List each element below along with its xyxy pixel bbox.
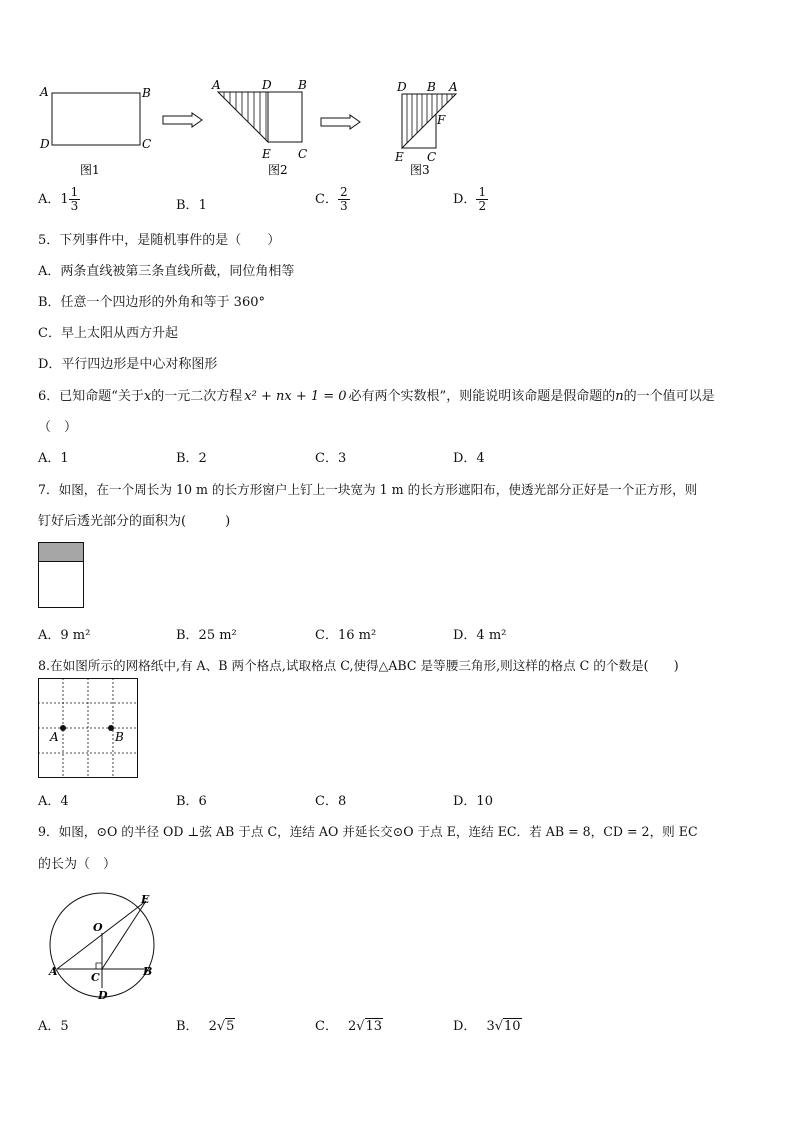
q7-option-c[interactable]: C．16 m²	[315, 628, 377, 643]
option-prefix: A．	[38, 192, 61, 207]
option-prefix: B．	[176, 198, 199, 213]
circle-label-a: A	[49, 965, 58, 978]
q5-option-a[interactable]: A．两条直线被第三条直线所截，同位角相等	[38, 264, 295, 279]
fig2-label-b: B	[298, 78, 307, 92]
radicand: 13	[365, 1019, 383, 1034]
fraction-denominator: 3	[339, 199, 348, 213]
q9-option-d[interactable]	[453, 1015, 522, 1034]
option-prefix: C．	[315, 1019, 338, 1034]
fig2-caption: 图2	[268, 163, 288, 177]
fig2-label-a: A	[212, 78, 221, 92]
fig3-caption: 图3	[410, 163, 430, 177]
option-value: 1	[198, 198, 207, 213]
mixed-number-whole: 1	[60, 192, 69, 207]
q5-stem: 5．下列事件中，是随机事件的是（ ）	[38, 233, 281, 248]
q7-stem-line1: 7．如图，在一个周长为 10 m 的长方形窗户上钉上一块宽为 1 m 的长方形遮阳布，使透光部分正好是一个正方形，则	[38, 482, 698, 497]
q6-option-d[interactable]: D．4	[453, 451, 485, 466]
q9-option-a[interactable]: A．5	[38, 1019, 69, 1034]
q4-option-b[interactable]	[176, 194, 207, 213]
radicand: 5	[226, 1019, 235, 1034]
q8-stem: 8.在如图所示的网格纸中,有 A、B 两个格点,试取格点 C,使得△ABC 是等腰三角形,则这样的格点 C 的个数是( )	[38, 658, 679, 673]
sqrt-icon: √	[216, 1019, 226, 1034]
fig3-label-e: E	[395, 150, 404, 164]
window-figure	[38, 542, 86, 614]
q9-stem-line1: 9．如图，⊙O 的半径 OD ⊥弦 AB 于点 C，连结 AO 并延长交⊙O 于点 E，连结 EC．若 AB = 8，CD = 2，则 EC	[38, 824, 698, 839]
q5-option-d[interactable]: D．平行四边形是中心对称图形	[38, 357, 218, 372]
arrow-right-icon	[162, 112, 204, 132]
fig3-label-a: A	[449, 80, 458, 94]
equation: x² + nx + 1 = 0	[244, 389, 347, 404]
option-prefix: C．	[315, 192, 338, 207]
sunshade-cloth	[39, 543, 83, 561]
radical-coefficient: 2	[347, 1019, 357, 1034]
fig1-label-d: D	[40, 137, 50, 151]
fig1-label-a: A	[40, 85, 49, 99]
q7-stem-line2: 钉好后透光部分的面积为( )	[38, 514, 231, 529]
fig2-label-e: E	[262, 147, 271, 161]
q6-option-b[interactable]: B．2	[176, 451, 207, 466]
variable-x: x	[143, 389, 152, 404]
q4-figure-3	[392, 78, 468, 180]
q4-fig1-svg	[36, 80, 156, 180]
grid-label-b: B	[115, 730, 124, 744]
fig3-label-b: B	[427, 80, 436, 94]
q6-stem-text: 6．已知命题“关于	[38, 389, 144, 404]
q6-stem-text: 必有两个实数根”，则能说明该命题是假命题的	[348, 389, 616, 404]
q4-figure-2	[206, 76, 316, 180]
grid-point-a	[60, 725, 66, 731]
option-prefix: D．	[453, 192, 477, 207]
q6-option-a[interactable]: A．1	[38, 451, 69, 466]
q4-fig2-svg	[206, 76, 316, 180]
sqrt-icon: √	[356, 1019, 365, 1034]
fig3-label-d: D	[397, 80, 407, 94]
fig1-label-c: C	[142, 137, 152, 151]
grid-label-a: A	[50, 730, 59, 744]
fig1-label-b: B	[142, 86, 151, 100]
fraction	[476, 186, 488, 213]
q6-stem-text: 的一元二次方程	[151, 389, 243, 404]
circle-label-o: O	[93, 921, 103, 934]
q4-option-d[interactable]	[453, 186, 488, 213]
q5-option-c[interactable]: C．早上太阳从西方升起	[38, 326, 178, 341]
q9-option-b[interactable]	[176, 1015, 235, 1034]
variable-n: n	[615, 389, 624, 404]
q5-option-b[interactable]: B．任意一个四边形的外角和等于 360°	[38, 295, 265, 310]
sqrt-icon: √	[494, 1019, 504, 1034]
q9-option-c[interactable]	[315, 1015, 383, 1034]
fraction-numerator: 1	[70, 185, 79, 199]
fraction-denominator: 2	[478, 199, 487, 213]
grid-paper-figure	[38, 678, 142, 786]
radicand: 10	[504, 1019, 521, 1034]
q6-stem	[38, 385, 715, 404]
q7-option-d[interactable]: D．4 m²	[453, 628, 507, 643]
radical-coefficient: 3	[486, 1019, 495, 1034]
q4-figure-1	[36, 80, 156, 180]
fig2-label-c: C	[298, 147, 308, 161]
q6-stem-line2: （ ）	[38, 420, 78, 435]
option-prefix: D．	[453, 1019, 477, 1034]
q4-option-a[interactable]	[38, 186, 80, 213]
fig1-caption: 图1	[80, 163, 100, 177]
q6-stem-text: 的一个值可以是	[623, 389, 715, 404]
q7-option-a[interactable]: A．9 m²	[38, 628, 91, 643]
q8-option-c[interactable]: C．8	[315, 794, 347, 809]
q4-option-c[interactable]	[315, 186, 350, 213]
q4-fig3-svg	[392, 78, 468, 180]
fig3-label-c: C	[427, 150, 437, 164]
radical-coefficient: 2	[208, 1019, 217, 1034]
circle-geometry-figure	[42, 885, 172, 1007]
grid-point-b	[108, 725, 114, 731]
q8-option-b[interactable]: B．6	[176, 794, 207, 809]
q6-option-c[interactable]: C．3	[315, 451, 347, 466]
q8-option-a[interactable]: A．4	[38, 794, 69, 809]
circle-label-d: D	[98, 989, 108, 1002]
fraction-numerator: 2	[339, 185, 348, 199]
option-prefix: B．	[176, 1019, 199, 1034]
fraction	[69, 186, 81, 213]
q8-option-d[interactable]: D．10	[453, 794, 493, 809]
circle-label-e: E	[141, 893, 150, 906]
fraction	[338, 186, 350, 213]
fraction-denominator: 3	[70, 199, 79, 213]
circle-label-c: C	[91, 971, 100, 984]
fig2-label-d: D	[262, 78, 272, 92]
q9-stem-line2: 的长为（ ）	[38, 857, 117, 872]
q7-option-b[interactable]: B．25 m²	[176, 628, 237, 643]
circle-label-b: B	[143, 965, 153, 978]
arrow-right-icon	[320, 114, 362, 134]
fig3-label-f: F	[437, 113, 446, 127]
fraction-numerator: 1	[478, 185, 487, 199]
